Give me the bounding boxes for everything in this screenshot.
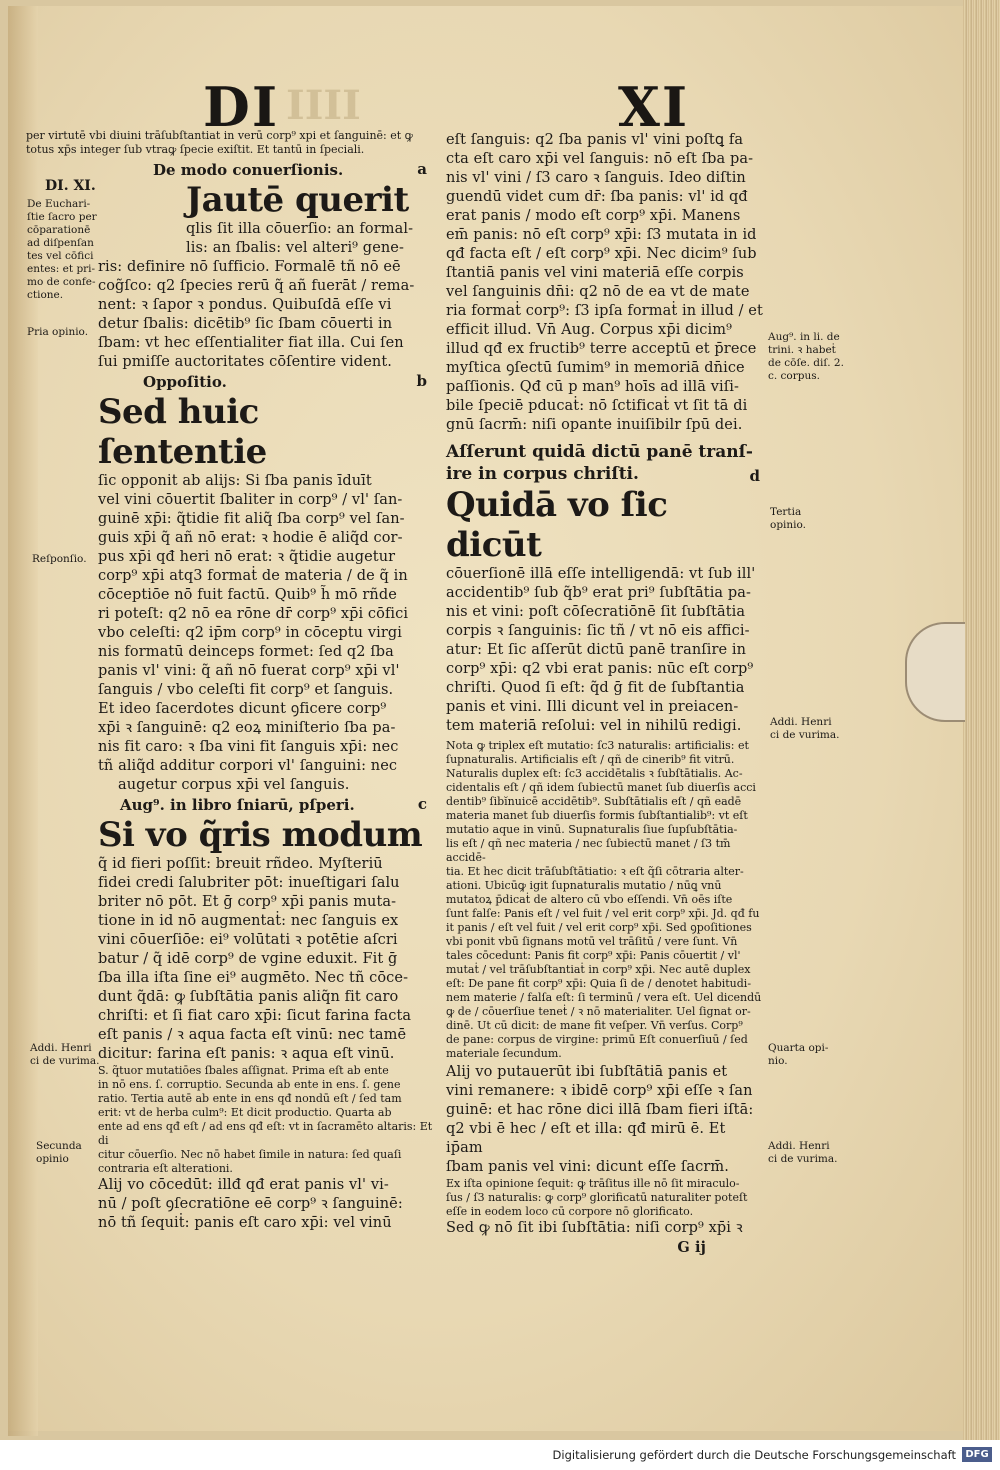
text-line: cōuerſionē illā eſſe intelligendā: vt ſub ill' [446, 566, 756, 582]
margin-addition-henrici-3 [768, 1140, 837, 1166]
text-line: nis et vini: poſt cōſecratiōnē ſit ſubſtātia [446, 604, 746, 620]
section-rubric [98, 795, 433, 815]
note-line: Addi. Henri [768, 1140, 830, 1152]
note-line: de cōſe. diſ. 2. [768, 357, 844, 369]
note-line: entes: et pri- [27, 263, 96, 275]
dfg-logo: DFG [962, 1447, 992, 1462]
text-line: materia manet ſub diuerſis formis ſubſtantialib⁹: vt eſt [446, 809, 748, 822]
text-line: lis: an ſbalis: vel alteri⁹ gene- [186, 240, 404, 256]
rubric-line: Aſſerunt quidā dictū panē tranſ- [446, 442, 753, 462]
margin-quarta-opinio [768, 1042, 828, 1068]
note-line: Aug⁹. in li. de [768, 331, 840, 343]
text-line: vbi ponit vbū ſignans motū vel trāſitū / vere ſunt. Vn̄ [446, 935, 738, 948]
note-line: ci de vurima. [770, 729, 840, 741]
text-line: ſbam panis vel vini: dicunt eſſe ſacrm̄. [446, 1159, 729, 1175]
note-line: opinio [36, 1153, 69, 1165]
text-line: Sed ꝙ nō ſit ibi ſubſtātia: niſi corp⁹ xp̄i ꝛ [446, 1220, 743, 1236]
text-line: vbo celeſti: q2 ip̄m corp⁹ in cōceptu virgi [98, 625, 403, 641]
text-line: mutaṫ / vel trāſubſtantiaṫ in corp⁹ xp̄i. Nec autē duplex [446, 963, 751, 976]
text-line: panis et vini. Illi dicunt vel in preiacen- [446, 699, 739, 715]
note-line: cōparationē [27, 224, 91, 236]
text-line: eſt: De pane fit corp⁹ xp̄i: Quia ſi de / denotet habitudi- [446, 977, 752, 990]
text-line: nis fit caro: ꝛ ſba vini fit ſanguis xp̄i: nec [98, 739, 399, 755]
note-line: Tertia [770, 506, 802, 518]
text-line: fidei credi ſalubriter pōt: inueſtigari ſalu [98, 875, 400, 891]
text-line: nis formatū deinceps formet: ſed q2 ſba [98, 644, 394, 660]
note-line: De Euchari- [27, 198, 91, 210]
text-line: per virtutē vbi diuini trāſubſtantiat in verū corp⁹ xpi et ſanguinē: et ꝙ [26, 129, 413, 142]
text-block [446, 1219, 766, 1238]
text-line: q2 vbi ē hec / eſt et illa: qđ mirū ē. Et ip̄am [446, 1121, 726, 1156]
text-line: Alij vo putauerūt ibi ſubſtātiā panis et [446, 1064, 728, 1080]
note-line: mo de confe- [27, 276, 96, 288]
text-line: nem materie / falſa eſt: ſi terminū / vera eſt. Uel dicendū [446, 991, 762, 1004]
text-block [98, 258, 433, 372]
text-line: ſba illa iſta ſine ei⁹ augmēto. Nec tñ cōce- [98, 970, 409, 986]
note-line: ſtie ſacro per [27, 211, 97, 223]
text-line: Naturalis duplex eſt: ſc3 accidētalis ꝛ ſubſtātialis. Ac- [446, 767, 743, 780]
header-bleed-through: IIII [286, 82, 361, 129]
note-line: tes vel cōfici [27, 250, 94, 262]
text-line: ꝙ de / cōuerſiue teneṫ / ꝛ nō materialiter. Uel ſignat or- [446, 1005, 751, 1018]
text-line: ſanguis / vbo celeſti fit corp⁹ et ſanguis. [98, 682, 394, 698]
text-line: augetur corpus xp̄i vel ſanguis. [118, 777, 350, 793]
text-line: guinē xp̄i: q̃tidie fit aliq̃ ſba corp⁹ vel ſan- [98, 511, 405, 527]
text-line: mutatio aque in vinū. Supnaturalis ſiue ſupſubſtātia- [446, 823, 738, 836]
text-line: paſſionis. Qđ cū p man⁹ hoīs ad illā viſi- [446, 379, 739, 395]
text-line: ſus / ſ3 naturalis: ꝙ corp⁹ glorificatū naturaliter poteſt [446, 1191, 748, 1204]
text-line: ſbam: vt hec eſſentialiter fiat illa. Cui ſen [98, 335, 404, 351]
text-line: chriſti: et ſi fiat caro xp̄i: ſicut farina facta [98, 1008, 412, 1024]
text-line: q̃ id fieri poſſit: breuit rñdeo. Myſteriū [98, 856, 383, 872]
text-line: cidentalis eſt / qñ idem ſubiectū manet ſub diuerſis acci [446, 781, 756, 794]
text-line: efficit illud. Vn̄ Aug. Corpus xp̄i dicim⁹ [446, 322, 732, 338]
page-edges [963, 0, 1000, 1440]
section-letter: c [417, 795, 427, 813]
note-line: opinio. [770, 519, 806, 531]
text-line: qđ facta eſt / eſt corp⁹ xp̄i. Nec dicim⁹ ſub [446, 246, 757, 262]
note-line: Secunda [36, 1140, 82, 1152]
text-line: xp̄i ꝛ ſanguinē: q2 eoꝝ miniſterio ſba pa- [98, 720, 396, 736]
margin-addition-henrici-2 [770, 716, 839, 742]
text-line: citur cōuerſio. Nec nō habet ſimile in natura: ſed quaſi [98, 1148, 402, 1161]
text-line: tñ aliq̃d additur corpori vl' ſanguini: nec [98, 758, 398, 774]
text-line: ſui pmiſſe auctoritates cōſentire vident. [98, 354, 392, 370]
addition-block [446, 1177, 766, 1219]
margin-augustinus [768, 331, 844, 383]
rubric-line: ire in corpus chriſti. [446, 464, 639, 484]
funding-notice: Digitalisierung gefördert durch die Deutsche Forschungsgemeinschaft [552, 1448, 956, 1462]
note-line: Quarta opi- [768, 1042, 829, 1054]
margin-prima-opinio: Pria opinio. [27, 326, 89, 338]
text-block [446, 131, 766, 435]
note-line: ci de vurima. [768, 1153, 838, 1165]
text-line: guendū videt cum dr̄: ſba panis: vl' id qđ [446, 189, 748, 205]
left-column [98, 160, 433, 1233]
rubric-text: De modo conuerſionis. [153, 161, 344, 179]
text-block [446, 1063, 766, 1177]
text-line: corpis ꝛ ſanguinis: ſic tñ / vt nō eis affici- [446, 623, 750, 639]
text-line: eſſe in eodem loco cū corpore nō glorificato. [446, 1205, 694, 1218]
note-line: c. corpus. [768, 370, 820, 382]
text-line: ſic opponit ab alijs: Si ſba panis īduīt [98, 473, 372, 489]
text-line: ratio. Tertia autē ab ente in ens qđ nondū eſt / ſed tam [98, 1092, 402, 1105]
text-line: guinē: et hac rōne dici illā ſbam fieri iſtā: [446, 1102, 754, 1118]
distinction-label: DI. XI. [45, 178, 96, 194]
addition-block [446, 739, 766, 1061]
text-line: contraria eſt alterationi. [98, 1162, 233, 1175]
text-line: erit: vt de herba culm⁹: Et dicit productio. Quarta ab [98, 1106, 392, 1119]
text-line: cōceptiōe nō fuit factū. Quib⁹ h̃ mō rñde [98, 587, 397, 603]
text-line: mutatoꝝ p̄dicaṫ de altero cū vbo eſſendi. Vn̄ oēs iſte [446, 893, 733, 906]
text-line: qlis ſit illa cōuerſio: an formal- [186, 221, 414, 237]
text-line: ationi. Ubicūꝙ igit ſupnaturalis mutatio / nūꝗ vnū [446, 879, 722, 892]
note-line: Addi. Henri [30, 1042, 92, 1054]
section-letter: d [749, 467, 760, 485]
text-line: dentib⁹ ſibĭnuicē accidētib⁹. Subſtātialis eſt / qñ eadē [446, 795, 742, 808]
text-line: panis vl' vini: q̃ añ nō fuerat corp⁹ xp̄i vl' [98, 663, 400, 679]
text-line: dunt q̃dā: ꝙ ſubſtātia panis aliq̃n fit caro [98, 989, 399, 1005]
margin-note-euchariste [27, 198, 107, 302]
text-line: vel vini cōuertit ſbaliter in corp⁹ / vl' ſan- [98, 492, 403, 508]
text-line: ſupnaturalis. Artificialis eſt / qñ de cinerib⁹ fit vitrū. [446, 753, 735, 766]
paper-clip [905, 622, 965, 722]
text-block [446, 565, 766, 736]
text-line: vel ſanguinis dn̄i: q2 nō de ea vt de mate [446, 284, 750, 300]
text-line: in nō ens. ſ. corruptio. Secunda ab ente in ens. ſ. gene [98, 1078, 401, 1091]
text-line: Alij vo cōcedūt: illđ qđ erat panis vl' vi- [98, 1177, 389, 1193]
text-block [98, 855, 433, 1064]
margin-secunda-opinio [36, 1140, 82, 1166]
text-line: ſunt falſe: Panis eſt / vel fuit / vel erit corp⁹ xp̄i. Jd. qđ fu [446, 907, 760, 920]
text-line: nis vl' vini / ſ3 caro ꝛ ſanguis. Ideo diſtin [446, 170, 746, 186]
text-line: chriſti. Quod ſi eſt: q̃d ḡ fit de ſubſtantia [446, 680, 745, 696]
margin-responsio: Reſponſio. [32, 553, 87, 565]
text-line: em̄ panis: nō eſt corp⁹ xp̄i: ſ3 mutata in id [446, 227, 757, 243]
text-line: ris: definire nō ſufficio. Formalē tñ nō eē [98, 259, 401, 275]
text-line: nent: ꝛ ſapor ꝛ pondus. Quibuſdā eſſe vi [98, 297, 392, 313]
text-line: ſtantiā panis vel vini materiā eſſe corpis [446, 265, 744, 281]
incipit: Jautē querit [186, 180, 409, 220]
text-line: gnū ſacrm̄: niſi opante inuiſibilr ſpū dei. [446, 417, 743, 433]
section-rubric [446, 441, 766, 485]
note-line: trini. ꝛ habeṫ [768, 344, 836, 356]
section-letter: a [417, 160, 427, 178]
text-line: it panis / eſt vel fuit / vel erit corp⁹ xp̄i. Sed ꝯpoſitiones [446, 921, 752, 934]
note-line: ctione. [27, 289, 64, 301]
text-line: lis eſt / qñ nec materia / nec ſubiectū manet / ſ3 tm̄ accidē- [446, 837, 731, 864]
text-block [98, 220, 433, 258]
text-line: erat panis / modo eſt corp⁹ xp̄i. Manens [446, 208, 741, 224]
signature-mark: G ij [677, 1239, 706, 1256]
text-line: briter nō pōt. Et ḡ corp⁹ xp̄i panis muta- [98, 894, 397, 910]
header-left: DI [203, 75, 280, 139]
text-block [98, 1176, 433, 1233]
incipit: Quidā vo ſic dicūt [446, 485, 668, 565]
text-line: cog̃ſco: q2 ſpecies rerū q̃ añ fuerāt / rema- [98, 278, 415, 294]
footer-bar [0, 1440, 1000, 1470]
text-line: bile ſpeciē pducaṫ: nō ſctificaṫ vt ſit tā di [446, 398, 748, 414]
text-line: nō tñ ſequiṫ: panis eſt caro xp̄i: vel vinū [98, 1215, 392, 1231]
note-line: ad diſpenſan [27, 237, 94, 249]
rubric-text: Oppoſitio. [143, 373, 227, 391]
text-line: pus xp̄i qđ heri nō erat: ꝛ q̃tidie augetur [98, 549, 396, 565]
margin-tertia-opinio [770, 506, 806, 532]
header-right: XI [618, 75, 690, 139]
text-line: eſt ſanguis: q2 ſba panis vl' vini poſtꝗ fa [446, 132, 744, 148]
text-block [98, 472, 433, 795]
text-line: vini cōuerſiōe: ei⁹ volūtati ꝛ potētie aſcri [98, 932, 398, 948]
text-line: tia. Et hec dicit trāſubſtātiatio: ꝛ eſt q̃ſi cōtraria alter- [446, 865, 744, 878]
text-line: tales cōcedunt: Panis fit corp⁹ xp̄i: Panis cōuertit / vl' [446, 949, 741, 962]
incipit: Sed huic ſententie [98, 392, 267, 472]
text-line: detur ſbalis: dicētib⁹ ſic ſbam cōuerti in [98, 316, 393, 332]
note-line: ci de vurima. [30, 1055, 100, 1067]
text-line: myſtica ꝯſectū ſumim⁹ in memoriā dn̄ice [446, 360, 745, 376]
margin-addition-henrici-1 [30, 1042, 99, 1068]
text-line: corp⁹ xp̄i atq3 formaṫ de materia / de q̃ in [98, 568, 408, 584]
note-line: Addi. Henri [770, 716, 832, 728]
text-line: materiale ſecundum. [446, 1047, 562, 1060]
text-line: Et ideo ſacerdotes dicunt ꝯficere corp⁹ [98, 701, 387, 717]
text-line: ri poteſt: q2 nō ea rōne dr̄ corp⁹ xp̄i cōfici [98, 606, 409, 622]
addition-block [98, 1064, 433, 1176]
text-line: tem materiā reſolui: vel in nihilū redigi. [446, 718, 742, 734]
text-line: eſt panis / ꝛ aqua facta eſt vinū: nec tamē [98, 1027, 407, 1043]
top-note [26, 129, 436, 157]
text-line: totus xp̄s integer ſub vtraꝙ ſpecie exiſtit. Et tantū in ſpeciali. [26, 143, 365, 156]
text-line: cta eſt caro xp̄i vel ſanguis: nō eſt ſba pa- [446, 151, 754, 167]
section-rubric [98, 372, 433, 392]
text-line: guis xp̄i q̃ añ nō erat: ꝛ hodie ē aliq̃d cor- [98, 530, 403, 546]
text-line: dicitur: farina eſt panis: ꝛ aqua eſt vinū. [98, 1046, 395, 1062]
text-line: de pane: corpus de virgine: primū Eſt conuerſiuū / ſed [446, 1033, 748, 1046]
text-line: corp⁹ xp̄i: q2 vbi erat panis: nūc eſt corp⁹ [446, 661, 754, 677]
text-line: illud qđ ex fructib⁹ terre acceptū et p̄rece [446, 341, 757, 357]
text-line: tione in id nō augmentaṫ: nec ſanguis ex [98, 913, 399, 929]
text-line: Ex iſta opinione ſequit: ꝙ trāſitus ille nō ſit miraculo- [446, 1177, 740, 1190]
rubric-text: Aug⁹. in libro ſniarū, pſperi. [120, 796, 355, 814]
text-line: dinē. Ut cū dicit: de mane fit veſper. Vn̄ verſus. Corp⁹ [446, 1019, 743, 1032]
section-letter: b [416, 372, 427, 390]
text-line: nū / poſt ꝯſecratiōne eē corp⁹ ꝛ ſanguinē: [98, 1196, 403, 1212]
text-line: atur: Et ſic aſſerūt dictū panē tranſire in [446, 642, 747, 658]
text-line: ria formaṫ corp⁹: ſ3 ipſa formaṫ in illud / et [446, 303, 763, 319]
incipit: Si vo q̃ris modum [98, 815, 423, 855]
text-line: batur / q̃ idē corp⁹ de vgine eduxit. Fit ḡ [98, 951, 398, 967]
note-line: nio. [768, 1055, 788, 1067]
text-line: accidentib⁹ ſub q̃b⁹ erat pri⁹ ſubſtātia pa- [446, 585, 752, 601]
right-column [446, 131, 766, 1257]
text-line: S. q̃tuor mutatiōes ſbales aſſignat. Prima eſt ab ente [98, 1064, 389, 1077]
section-rubric [98, 160, 433, 180]
text-line: ente ad ens qđ eſt / ad ens qđ eſt: vt in ſacramēto altaris: Et di [98, 1120, 433, 1147]
text-line: Nota ꝙ triplex eſt mutatio: ſc3 naturalis: artificialis: et [446, 739, 749, 752]
text-line: vini remanere: ꝛ ibidē corp⁹ xp̄i eſſe ꝛ ſan [446, 1083, 753, 1099]
